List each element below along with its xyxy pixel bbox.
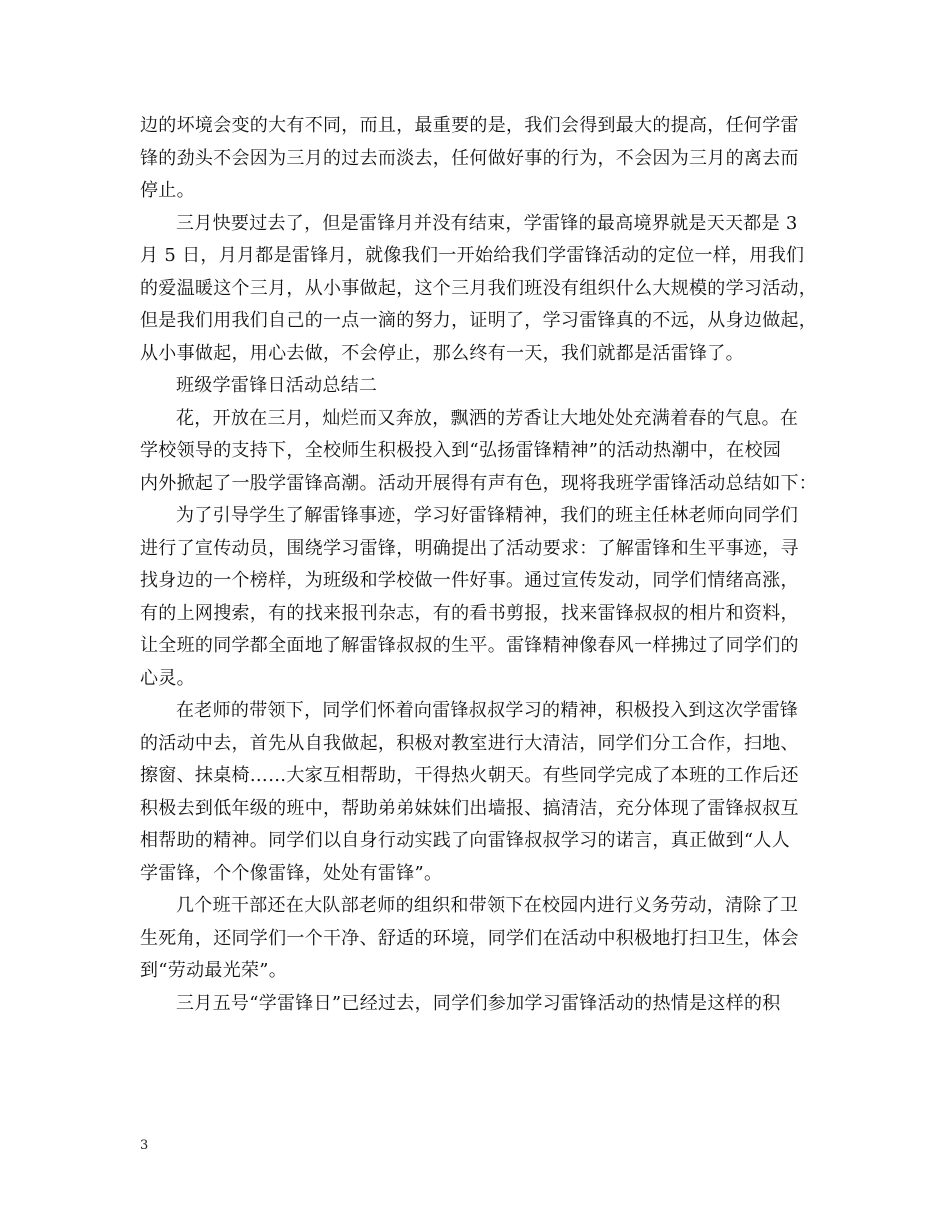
text-line: 心灵。 <box>140 667 195 689</box>
text-line: 在老师的带领下，同学们怀着向雷锋叔叔学习的精神，积极投入到这次学雷锋 <box>176 700 799 721</box>
text-line: 的活动中去，首先从自我做起，积极对教室进行大清洁，同学们分工合作，扫地、 <box>140 732 799 754</box>
text-line: 积极去到低年级的班中，帮助弟弟妹妹们出墙报、搞清洁，充分体现了雷锋叔叔互 <box>140 797 799 819</box>
text-line: 生死角，还同学们一个干净、舒适的环境，同学们在活动中积极地打扫卫生，体会 <box>140 927 799 949</box>
text-line: 花，开放在三月，灿烂而又奔放，飘洒的芳香让大地处处充满着春的气息。在 <box>176 407 799 429</box>
text-line: 相帮助的精神。同学们以自身行动实践了向雷锋叔叔学习的诺言，真正做到“人人 <box>140 830 790 851</box>
text-line: 的爱温暖这个三月，从小事做起，这个三月我们班没有组织什么大规模的学习活动， <box>140 277 818 299</box>
body-text <box>140 110 820 1020</box>
text-line: 月 5 日，月月都是雷锋月，就像我们一开始给我们学雷锋活动的定位一样，用我们 <box>140 245 805 266</box>
text-line: 学雷锋，个个像雷锋，处处有雷锋”。 <box>140 862 443 884</box>
text-line: 三月五号“学雷锋日”已经过去，同学们参加学习雷锋活动的热情是这样的积 <box>176 992 781 1014</box>
text-line: 进行了宣传动员，围绕学习雷锋，明确提出了活动要求：了解雷锋和生平事迹，寻 <box>140 537 799 559</box>
text-line: 有的上网搜索，有的找来报刊杂志，有的看书剪报，找来雷锋叔叔的相片和资料， <box>140 602 799 624</box>
text-line: 学校领导的支持下，全校师生积极投入到“弘扬雷锋精神”的活动热潮中，在校园 <box>140 440 782 461</box>
text-line: 擦窗、抹桌椅……大家互相帮助，干得热火朝天。有些同学完成了本班的工作后还 <box>140 765 799 786</box>
text-line: 让全班的同学都全面地了解雷锋叔叔的生平。雷锋精神像春风一样拂过了同学们的 <box>140 635 799 656</box>
text-line: 停止。 <box>140 180 195 201</box>
text-line: 但是我们用我们自己的一点一滴的努力，证明了，学习雷锋真的不远，从身边做起， <box>140 310 818 331</box>
text-line: 为了引导学生了解雷锋事迹，学习好雷锋精神，我们的班主任林老师向同学们 <box>176 505 799 526</box>
text-line: 班级学雷锋日活动总结二 <box>176 375 378 396</box>
text-line: 锋的劲头不会因为三月的过去而淡去，任何做好事的行为，不会因为三月的离去而 <box>140 147 799 169</box>
text-line: 边的坏境会变的大有不同，而且，最重要的是，我们会得到最大的提高，任何学雷 <box>140 115 799 136</box>
text-line: 找身边的一个榜样，为班级和学校做一件好事。通过宣传发动，同学们情绪高涨， <box>140 570 799 591</box>
text-line: 三月快要过去了，但是雷锋月并没有结束，学雷锋的最高境界就是天天都是 3 <box>176 212 798 234</box>
text-line: 内外掀起了一股学雷锋高潮。活动开展得有声有色，现将我班学雷锋活动总结如下： <box>140 472 818 494</box>
page-number: 3 <box>140 1138 149 1153</box>
text-line: 到“劳动最光荣”。 <box>140 960 288 981</box>
text-line: 几个班干部还在大队部老师的组织和带领下在校园内进行义务劳动，清除了卫 <box>176 895 799 916</box>
text-line: 从小事做起，用心去做，不会停止，那么终有一天，我们就都是活雷锋了。 <box>140 342 744 364</box>
